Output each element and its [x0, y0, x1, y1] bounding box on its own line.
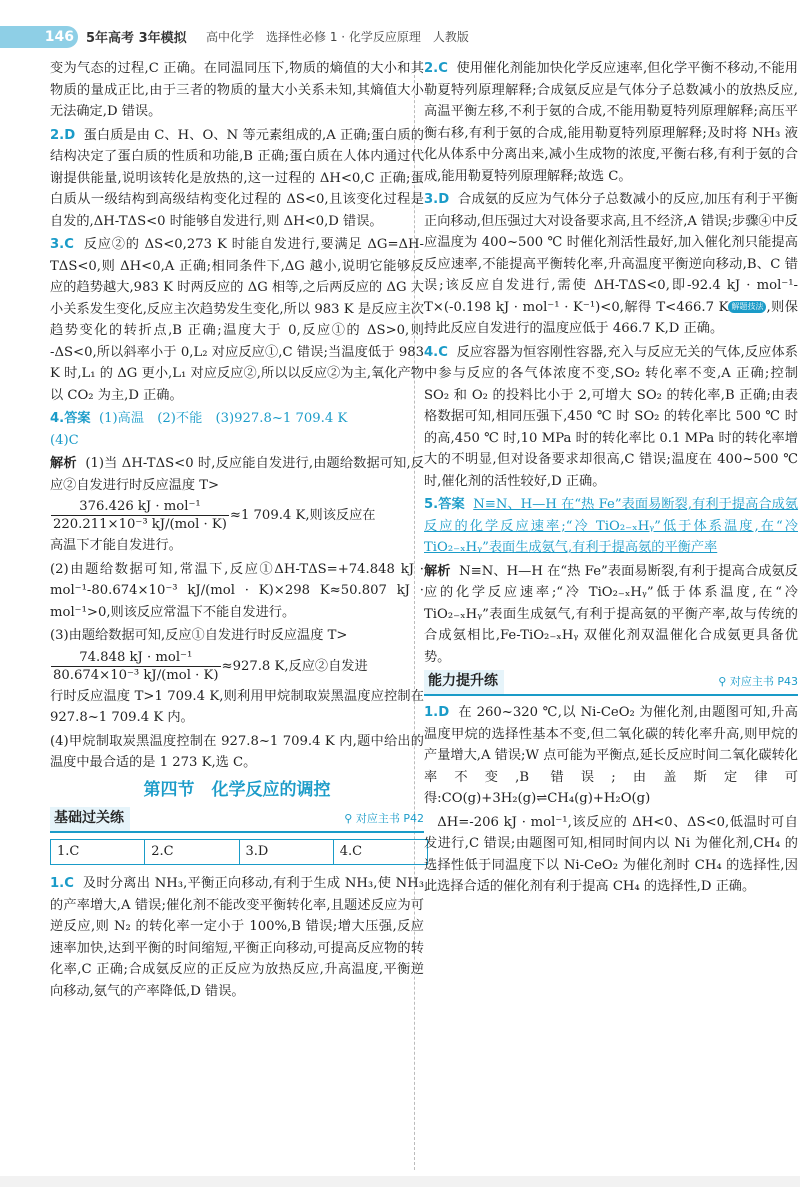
ability-question-1-solution: 1.D 在 260~320 ℃,以 Ni-CeO₂ 为催化剂,由题图可知,升高温度甲烷的选择性基本不变,但二氧化碳的转化率升高,则甲烷的产量增大,A 错误;W 点可能为平衡点,延长反应时间二氧化碳转化率不变,B 错误;由盖斯定律可得:CO(g)+3H₂(g)⇌CH₄(g)+H₂O(g) — [424, 705, 798, 806]
book-reference: ⚲ 对应主书 P43 — [718, 674, 798, 688]
right-column — [424, 58, 798, 900]
left-column — [50, 58, 424, 1004]
ability-practice-bar — [424, 670, 798, 696]
basic-question-5-answer: 5.答案 N≡N、H—H 在“热 Fe”表面易断裂,有利于提高合成氨反应的化学反应速率;“冷 TiO₂₋ₓHᵧ”低于体系温度,在“冷 TiO₂₋ₓHᵧ”表面生成氨气,有利于提高氨的平衡产率 — [424, 497, 799, 555]
question-3-solution: 3.C 反应②的 ΔS<0,273 K 时能自发进行,要满足 ΔG=ΔH-TΔS<0,则 ΔH<0,A 正确;相同条件下,ΔG 越小,说明它能够反应的趋势越大,983 K 时两反应的 ΔG 相等,之后两反应的 ΔG 大小关系发生变化,反应主次趋势发生变化,所以 983 K 是反应主次趋势变化的转折点,B 正确;温度大于 0,反应①的 ΔS>0,则 -ΔS<0,所以斜率小于 0,L₂ 对应反应①,C 错误;当温度低于 983 K 时,L₁ 的 ΔG 更小,L₁ 对应反应②,所以以反应②为主,氧化产物以 CO₂ 为主,D 正确。 — [50, 237, 424, 403]
basic-question-4-solution: 4.C 反应容器为恒容刚性容器,充入与反应无关的气体,反应体系中参与反应的各气体浓度不变,SO₂ 转化率不变,A 正确;控制 SO₂ 和 O₂ 的投料比小于 2,可增大 SO₂ 的转化率,B 正确;由表格数据可知,相同压强下,450 ℃ 时 SO₂ 的转化率比 500 ℃ 时的高,450 ℃ 时,10 MPa 时的转化率比 0.1 MPa 时的转化率增大的不明显,但对设备要求却很高,C 错误;温度在 400~500 ℃ 时,催化剂的活性较好,D 正确。 — [424, 344, 798, 489]
basic-practice-bar — [50, 807, 424, 833]
ability-question-1-solution-cont: ΔH=-206 kJ · mol⁻¹,该反应的 ΔH<0、ΔS<0,低温时可自发进行,C 错误;由题图可知,相同时间内以 Ni 为催化剂,CH₄ 的选择性低于同温度下以 Ni-CeO₂ 为催化剂时 CH₄ 的选择性,因此选择合适的催化剂有利于提高 CH₄ 的选择性,D 正确。 — [424, 814, 798, 894]
section-title: 第四节 化学反应的调控 — [143, 779, 331, 800]
question-4-analysis-2: (2)由题给数据可知,常温下,反应①ΔH-TΔS=+74.848 kJ · mol⁻¹-80.674×10⁻³ kJ/(mol · K)×298 K≈50.807 kJ · mol⁻¹>0,则该反应常温下不能自发进行。 — [50, 561, 424, 620]
question-4-analysis-1: 解析 (1)当 ΔH-TΔS<0 时,反应能自发进行,由题给数据可知,反应②自发进行时反应温度 T> — [50, 456, 424, 493]
fraction-line-1: $\frac{\text{376.426 kJ · mol⁻¹}}{\text{220.211×10⁻³ kJ/(mol · K)}}$ ≈1 709.4 K,则该反应在 — [53, 499, 376, 532]
series-title: 5年高考 3年模拟 — [86, 31, 187, 46]
technique-tag: 解题技法 — [728, 301, 766, 313]
fraction-line-2: $\frac{\text{74.848 kJ · mol⁻¹}}{\text{80.674×10⁻³ kJ/(mol · K)}}$ ≈927.8 K,反应②自发进 — [53, 649, 368, 683]
question-2-solution: 2.D 蛋白质是由 C、H、O、N 等元素组成的,A 正确;蛋白质的结构决定了蛋白质的性质和功能,B 正确;蛋白质在人体内通过代谢提供能量,说明该转化是放热的,这一过程的 ΔH<0,C 正确;蛋白质从一级结构到高级结构变化过程的 ΔS<0,且该变化过程是自发的,ΔH-TΔS<0 时能够自发进行,则 ΔH<0,D 错误。 — [50, 127, 424, 229]
question-4-answer: 4.答案 (1)高温 (2)不能 (3)927.8~1 709.4 K (4)C — [50, 411, 348, 448]
answer-cell: 3.D — [240, 840, 334, 864]
question-4-analysis-4: (4)甲烷制取炭黑温度控制在 927.8~1 709.4 K 内,题中给出的温度中最合适的是 1 273 K,选 C。 — [50, 733, 424, 770]
basic-question-1-solution: 1.C 及时分离出 NH₃,平衡正向移动,有利于生成 NH₃,使 NH₃ 的产率增大,A 错误;催化剂不能改变平衡转化率,且题述反应为可逆反应,则 N₂ 的转化率一定小于 100%,B 错误;增大压强,反应速率加快,达到平衡的时间缩短,平衡正向移动,可提高反应物的转化率,C 正确;合成氨反应的正反应为放热反应,升高温度,平衡逆向移动,氨气的产率降低,D 错误。 — [50, 876, 424, 999]
question-4-analysis-1-end: 高温下才能自发进行。 — [50, 538, 182, 553]
answer-cell: 2.C — [145, 840, 239, 864]
answer-grid — [50, 839, 428, 865]
search-icon: ⚲ — [718, 674, 727, 688]
basic-question-3-solution: 3.D 合成氨的反应为气体分子总数减小的反应,加压有利于平衡正向移动,但压强过大对设备要求高,且不经济,A 错误;步骤④中反应温度为 400~500 ℃ 时催化剂活性最好,加入催化剂只能提高反应速率,不能提高平衡转化率,升高温度平衡逆向移动,B、C 错误;该反应自发进行,需使 ΔH-TΔS<0,即-92.4 kJ · mol⁻¹-T×(-0.198 kJ · mol⁻¹ · K⁻¹)<0,解得 T<466.7 K 解题技法 ,则保持此反应自发进行的温度应低于 466.7 K,D 正确。 — [424, 192, 798, 336]
fraction-1: $\frac{\text{376.426 kJ · mol⁻¹}}{\text{220.211×10⁻³ kJ/(mol · K)}}$ — [53, 499, 227, 532]
page-number: 146 — [0, 26, 78, 48]
course-title: 高中化学 选择性必修 1 · 化学反应原理 人教版 — [206, 30, 469, 44]
page-bottom-band — [0, 1176, 800, 1187]
fraction-2: $\frac{\text{74.848 kJ · mol⁻¹}}{\text{80.674×10⁻³ kJ/(mol · K)}}$ — [53, 649, 219, 683]
answer-cell: 4.C — [339, 844, 363, 859]
search-icon: ⚲ — [344, 811, 353, 825]
page-header — [0, 0, 800, 52]
question-4-analysis-3-end: 行时反应温度 T>1 709.4 K,则利用甲烷制取炭黑温度应控制在 927.8~1 709.4 K 内。 — [50, 688, 424, 725]
question-4-analysis-3: (3)由题给数据可知,反应①自发进行时反应温度 T> — [50, 628, 348, 643]
basic-practice-title: 基础过关练 — [50, 807, 130, 832]
basic-question-5-analysis: 解析 N≡N、H—H 在“热 Fe”表面易断裂,有利于提高合成氨反应的化学反应速率;“冷 TiO₂₋ₓHᵧ”低于体系温度,在“冷 TiO₂₋ₓHᵧ”表面生成氨气,有利于提高氨的平衡产率,故与传统的合成氨相比,Fe-TiO₂₋ₓHᵧ 双催化剂双温催化合成氨更具备优势。 — [424, 563, 798, 665]
basic-question-2-solution: 2.C 使用催化剂能加快化学反应速率,但化学平衡不移动,不能用勒夏特列原理解释;合成氨反应是气体分子总数减小的放热反应,高温平衡左移,不利于氨的合成,不能用勒夏特列原理解释;高压平衡右移,有利于氨的合成,能用勒夏特列原理解释;及时将 NH₃ 液化从体系中分离出来,减小生成物的浓度,平衡右移,有利于氨的合成,能用勒夏特列原理解释;故选 C。 — [424, 61, 798, 184]
ability-practice-title: 能力提升练 — [424, 670, 504, 695]
paragraph-continuation: 变为气态的过程,C 正确。在同温同压下,物质的熵值的大小和其物质的量成正比,由于三者的物质的量大小关系未知,其熵值大小无法确定,D 错误。 — [50, 61, 424, 119]
answer-cell: 1.C — [51, 840, 145, 864]
book-reference: ⚲ 对应主书 P42 — [344, 811, 424, 825]
